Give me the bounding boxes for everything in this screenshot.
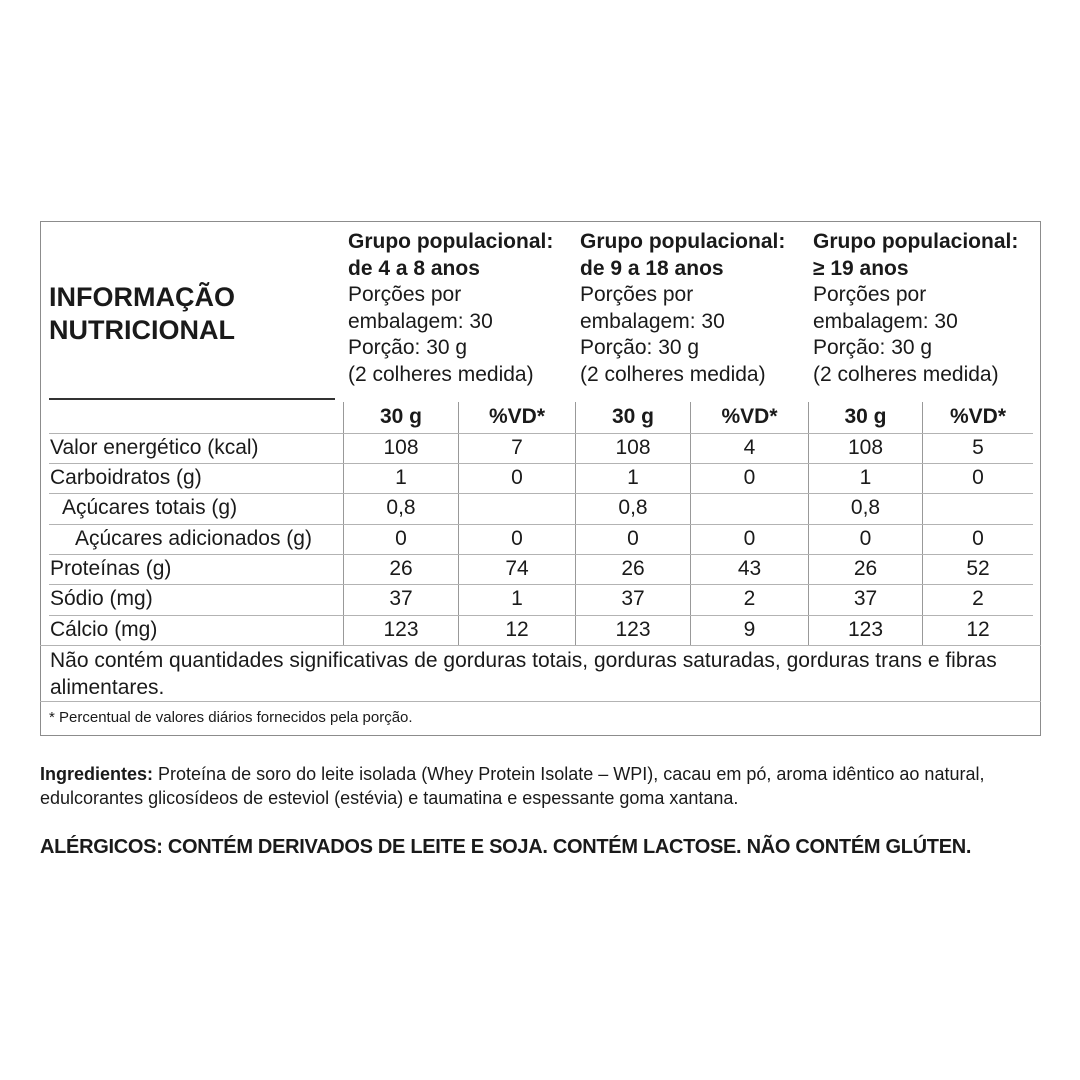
group-serving-line: embalagem: 30 [348, 309, 493, 333]
table-cell: 26 [389, 557, 413, 580]
table-cell: 9 [743, 618, 756, 641]
group-title-line: Grupo populacional: [813, 230, 1019, 253]
table-cell: 0,8 [618, 496, 648, 519]
table-cell: 1 [395, 466, 407, 489]
row-label-carbs: Carboidratos (g) [50, 466, 202, 489]
column-header-portion: 30 g [844, 405, 887, 428]
group-title-line: ≥ 19 anos [813, 256, 909, 280]
group-serving-line: Porções por [580, 283, 694, 306]
table-cell: 123 [847, 618, 884, 641]
table-cell: 26 [621, 557, 645, 580]
table-cell [691, 493, 808, 523]
table-cell: 1 [511, 587, 523, 610]
group-header-19-plus [813, 229, 1041, 388]
table-cell: 5 [972, 436, 984, 459]
table-cell: 2 [743, 587, 756, 610]
table-cell: 74 [505, 557, 529, 580]
table-cell: 0 [511, 527, 523, 550]
table-cell: 2 [972, 587, 984, 610]
group-title-line: Grupo populacional: [348, 230, 554, 253]
row-label-added-sugars: Açúcares adicionados (g) [75, 527, 312, 550]
row-label-protein: Proteínas (g) [50, 557, 172, 580]
table-cell: 1 [627, 466, 639, 489]
ingredients-text: Proteína de soro do leite isolada (Whey Protein Isolate – WPI), cacau em pó, aroma idêntico ao natural, edulcorantes glicosídeos de esteviol (estévia) e taumatina e espessante goma xantana. [40, 764, 985, 808]
table-cell: 0,8 [850, 496, 881, 519]
nutrition-title-line-2: NUTRICIONAL [49, 315, 235, 345]
table-cell: 12 [505, 618, 529, 641]
table-cell: 37 [853, 587, 878, 610]
ingredients-label: Ingredientes: [40, 764, 154, 784]
group-serving-line: Porção: 30 g [813, 336, 933, 359]
grid-hline [40, 645, 1041, 646]
table-cell: 26 [853, 557, 878, 580]
group-serving-line: Porções por [813, 283, 927, 306]
table-cell: 7 [511, 436, 523, 459]
group-serving-line: (2 colheres medida) [580, 362, 766, 386]
table-cell: 123 [383, 618, 419, 641]
ingredients-paragraph [40, 762, 1050, 810]
column-header-portion: 30 g [611, 405, 655, 428]
table-cell [923, 493, 1033, 523]
column-header-dv: %VD* [488, 405, 546, 428]
table-cell: 123 [615, 618, 651, 641]
table-cell: 0 [395, 527, 407, 550]
table-cell: 0 [743, 466, 756, 489]
nutrition-title [49, 281, 329, 347]
group-header-4-8 [348, 229, 576, 388]
row-label-calcium: Cálcio (mg) [50, 618, 158, 641]
table-cell: 37 [621, 587, 645, 610]
table-cell [459, 493, 575, 523]
column-header-dv: %VD* [949, 405, 1007, 428]
table-cell: 0 [972, 527, 984, 550]
table-cell: 0 [627, 527, 639, 550]
row-label-energy: Valor energético (kcal) [50, 436, 259, 459]
group-serving-line: (2 colheres medida) [348, 362, 534, 386]
column-header-portion: 30 g [379, 405, 423, 428]
group-serving-line: embalagem: 30 [580, 309, 725, 333]
row-label-total-sugars: Açúcares totais (g) [62, 496, 238, 519]
group-serving-line: (2 colheres medida) [813, 362, 999, 386]
daily-value-footnote: * Percentual de valores diários fornecidos pela porção. [49, 709, 413, 726]
table-cell: 0 [859, 527, 872, 550]
group-serving-line: embalagem: 30 [813, 309, 958, 333]
group-header-9-18 [580, 229, 808, 388]
insignificant-amounts-note: Não contém quantidades significativas de gorduras totais, gorduras saturadas, gorduras trans e fibras alimentares. [50, 649, 997, 699]
table-cell: 108 [383, 436, 419, 459]
grid-hline [40, 701, 1041, 702]
group-title-line: Grupo populacional: [580, 230, 786, 253]
table-cell: 0 [511, 466, 523, 489]
group-serving-line: Porções por [348, 283, 462, 306]
table-cell: 37 [389, 587, 413, 610]
nutrition-title-line-1: INFORMAÇÃO [49, 282, 235, 312]
group-title-line: de 9 a 18 anos [580, 256, 724, 280]
table-cell: 52 [966, 557, 990, 580]
table-cell: 0 [972, 466, 984, 489]
column-header-dv: %VD* [721, 405, 778, 428]
table-cell: 0,8 [386, 496, 416, 519]
table-cell: 108 [847, 436, 884, 459]
table-cell: 4 [743, 436, 756, 459]
group-title-line: de 4 a 8 anos [348, 256, 480, 280]
title-divider [49, 398, 335, 400]
table-cell: 43 [737, 557, 762, 580]
group-serving-line: Porção: 30 g [580, 336, 700, 359]
table-cell: 12 [966, 618, 990, 641]
table-cell: 108 [615, 436, 651, 459]
table-cell: 1 [859, 466, 872, 489]
row-label-sodium: Sódio (mg) [50, 587, 153, 610]
group-serving-line: Porção: 30 g [348, 336, 468, 359]
allergens-statement: ALÉRGICOS: CONTÉM DERIVADOS DE LEITE E SOJA. CONTÉM LACTOSE. NÃO CONTÉM GLÚTEN. [40, 836, 972, 858]
table-cell: 0 [743, 527, 756, 550]
